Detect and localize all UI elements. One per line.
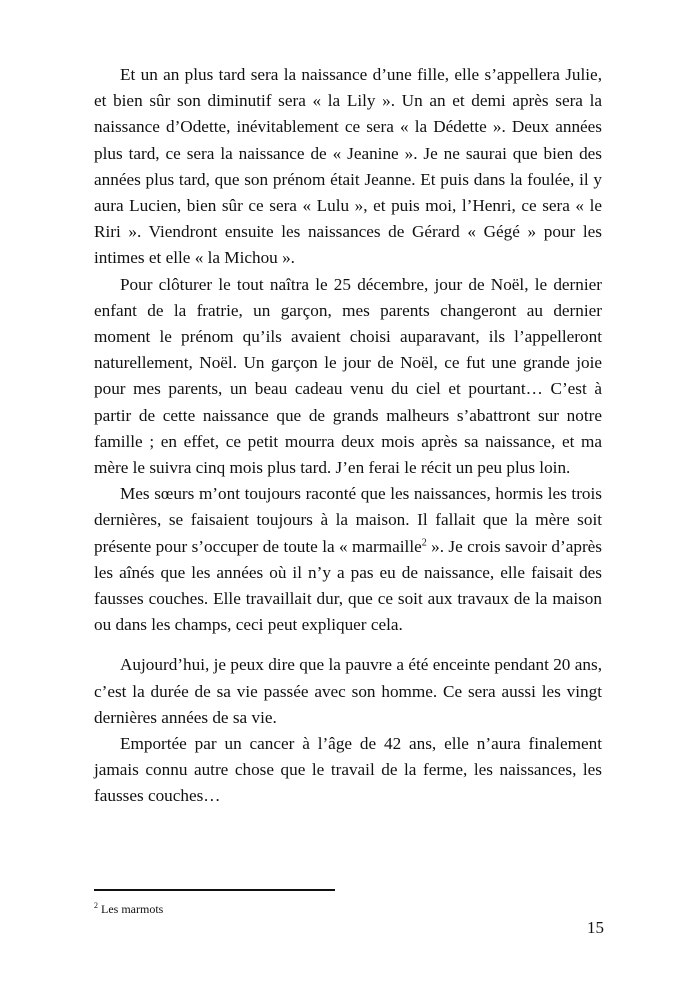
footnote (94, 902, 163, 917)
footnote-text: Les marmots (101, 902, 164, 916)
paragraph-2: Pour clôturer le tout naîtra le 25 décembre, jour de Noël, le dernier enfant de la fratrie, un garçon, mes parents changeront au dernier moment le prénom qu’ils avaient choisi auparavant, ils l’appelleront naturellement, Noël. Un garçon le jour de Noël, ce fut une grande joie pour mes parents, un beau cadeau venu du ciel et pourtant… C’est à partir de cette naissance que de grands malheurs s’abattront sur notre famille ; en effet, ce petit mourra deux mois après sa naissance, et ma mère le suivra cinq mois plus tard. J’en ferai le récit un peu plus loin. (94, 274, 602, 478)
paragraph-3 (94, 481, 602, 638)
paragraph-3-text-b: ». Je crois savoir d’après les aînés que les années où il n’y a pas eu de naissance, elle faisait des fausses couches. Elle travaillait dur, que ce soit aux travaux de la maison ou dans les champs, ceci peut expliquer cela. (94, 536, 602, 635)
paragraph-3-text-a: Mes sœurs m’ont toujours raconté que les naissances, hormis les trois dernières, se faisaient toujours à la maison. Il fallait que la mère soit présente pour s’occuper de toute la « marmaille (94, 484, 602, 556)
footnote-separator (94, 889, 335, 891)
footnote-reference: 2 (421, 536, 427, 548)
body-text (94, 62, 602, 810)
paragraph-1: Et un an plus tard sera la naissance d’une fille, elle s’appellera Julie, et bien sûr son diminutif sera « la Lily ». Un an et demi après sera la naissance d’Odette, inévitablement ce sera « la Dédette ». Deux années plus tard, ce sera la naissance de « Jeanine ». Je ne saurai que bien des années plus tard, que son prénom était Jeanne. Et puis dans la foulée, il y aura Lucien, bien sûr ce sera « Lulu », et puis moi, l’Henri, ce sera « le Riri ». Viendront ensuite les naissances de Gérard « Gégé » pour les intimes et elle « la Michou ». (94, 65, 602, 268)
footnote-number: 2 (94, 901, 98, 910)
paragraph-4: Aujourd’hui, je peux dire que la pauvre a été enceinte pendant 20 ans, c’est la durée de sa vie passée avec son homme. Ce sera aussi les vingt dernières années de sa vie. (94, 655, 602, 727)
page-number: 15 (587, 918, 604, 937)
paragraph-5: Emportée par un cancer à l’âge de 42 ans, elle n’aura finalement jamais connu autre chose que le travail de la ferme, les naissances, les fausses couches… (94, 734, 602, 806)
